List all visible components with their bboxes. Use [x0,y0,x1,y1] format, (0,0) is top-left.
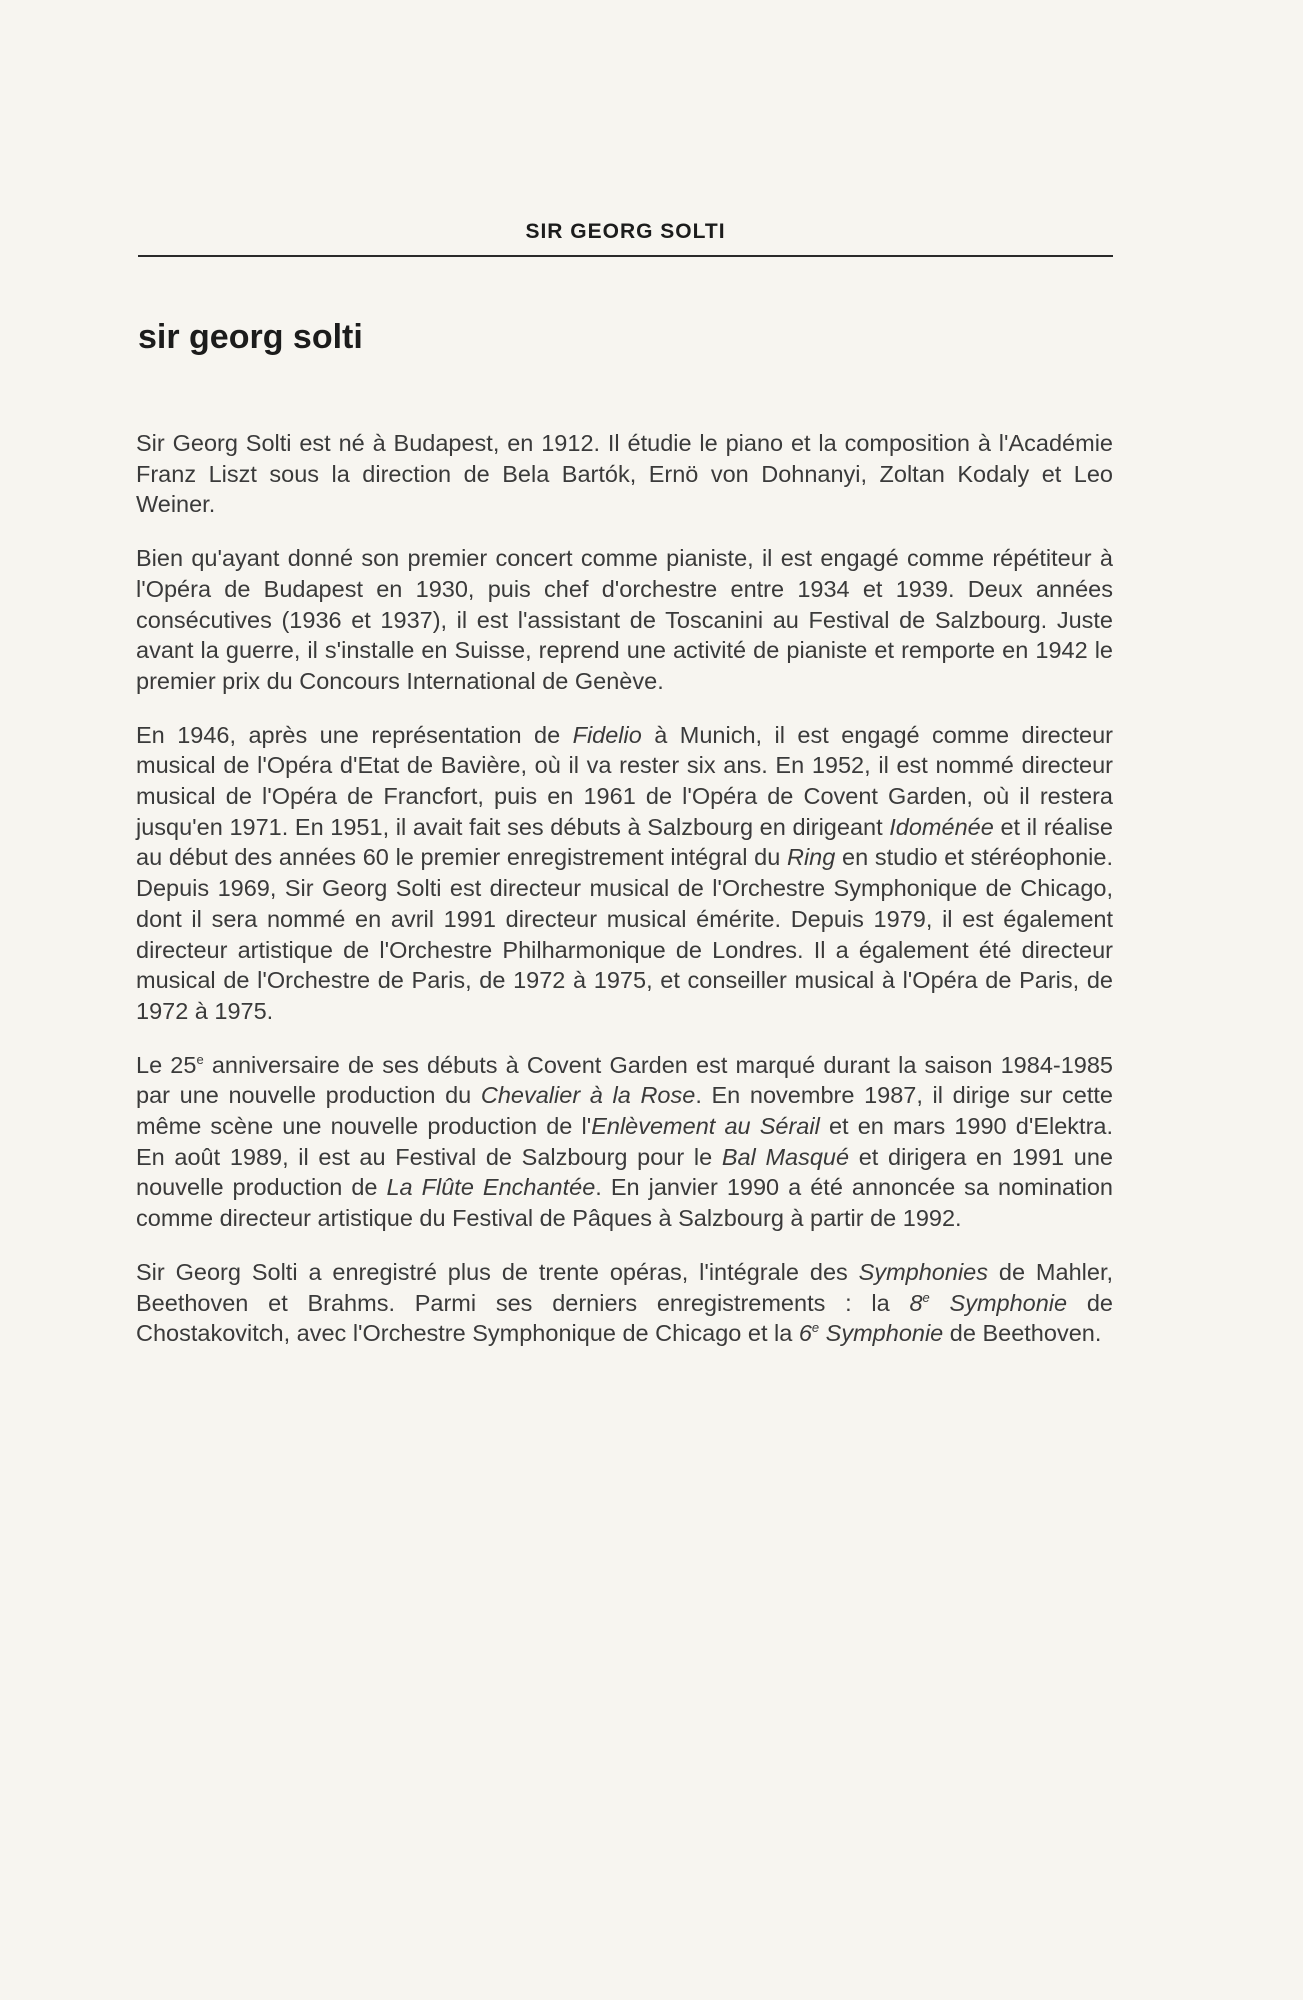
text-run: de Beethoven. [943,1320,1102,1347]
work-title-chevalier: Chevalier à la Rose [480,1082,696,1109]
symphony-word: Symphonie [819,1320,944,1347]
header-rule [138,255,1113,257]
text-run: en studio et stéréophonie. Depuis 1969, Sir Georg Solti est directeur musical de l'Orchestre Symphonique de Chicago, dont il sera nommé en avril 1991 directeur musical émérite. Depuis 1979, il est également directeur artistique de l'Orchestre Philharmonique de Londres. Il a également été directeur musical de l'Orchestre de Paris, de 1972 à 1975, et conseiller musical à l'Opéra de Paris, de 1972 à 1975. [136,844,1113,1024]
paragraph-directorships [136,720,1113,1027]
text-run: En 1946, après une représentation de [136,721,573,748]
work-title-symphonies: Symphonies [858,1258,988,1285]
paragraph-birth: Sir Georg Solti est né à Budapest, en 1912. Il étudie le piano et la composition à l'Académie Franz Liszt sous la direction de Bela Bartók, Ernö von Dohnanyi, Zoltan Kodaly et Leo Weiner. [136,430,1113,518]
work-title-6th-symphony [799,1320,943,1346]
work-title-ring: Ring [786,844,836,871]
ordinal-number: 8 [909,1289,923,1316]
work-title-fidelio: Fidelio [572,721,642,748]
text-run: et en mars 1990 d'Elektra. En août 1989, il est au Festival de Salzbourg pour le [136,1113,1113,1170]
running-header: SIR GEORG SOLTI [525,220,726,243]
text-run: de Chostakovitch, avec l'Orchestre Symphonique de Chicago et la [136,1289,1113,1347]
text-run: et il réalise au début des années 60 le premier enregistrement intégral du [136,813,1113,871]
ordinal-superscript: e [922,1289,930,1305]
text-run: de Mahler, Beethoven et Brahms. Parmi ses derniers enregistrements : la [136,1258,1113,1316]
text-run: anniversaire de ses débuts à Covent Garden est marqué durant la saison 1984-1985 par une nouvelle production du [136,1051,1113,1109]
work-title-bal-masque: Bal Masqué [721,1143,850,1170]
work-title-enlevement: Enlèvement au Sérail [591,1113,820,1140]
paragraph-anniversary [136,1050,1113,1234]
body-text [136,428,1113,1372]
section-title: sir georg solti [138,318,363,356]
symphony-word: Symphonie [929,1289,1068,1316]
text-run: et dirigera en 1991 une nouvelle production de [136,1143,1113,1201]
text-run: Le 25 [136,1051,197,1078]
paragraph-early-career: Bien qu'ayant donné son premier concert comme pianiste, il est engagé comme répétiteur à l'Opéra de Budapest en 1930, puis chef d'orchestre entre 1934 et 1939. Deux années consécutives (1936 et 1937), il est l'assistant de Toscanini au Festival de Salzbourg. Juste avant la guerre, il s'installe en Suisse, reprend une activité de pianiste et remporte en 1942 le premier prix du Concours International de Genève. [136,545,1113,694]
text-run: à Munich, il est engagé comme directeur musical de l'Opéra d'Etat de Bavière, où il va rester six ans. En 1952, il est nommé directeur musical de l'Opéra de Francfort, puis en 1961 de l'Opéra de Covent Garden, où il restera jusqu'en 1971. En 1951, il avait fait ses débuts à Salzbourg en dirigeant [136,721,1113,840]
ordinal-number: 6 [798,1320,812,1347]
text-run: Sir Georg Solti a enregistré plus de trente opéras, l'intégrale des [136,1258,859,1285]
ordinal-superscript: e [196,1051,204,1067]
text-run: . En novembre 1987, il dirige sur cette même scène une nouvelle production de l' [136,1082,1113,1140]
text-run: . En janvier 1990 a été annoncée sa nomination comme directeur artistique du Festival de Pâques à Salzbourg à partir de 1992. [136,1174,1113,1232]
work-title-flute: La Flûte Enchantée [386,1174,596,1201]
work-title-8th-symphony [909,1290,1067,1316]
paragraph-recordings [136,1257,1113,1349]
work-title-idomenee: Idoménée [889,813,994,840]
ordinal-superscript: e [811,1320,820,1336]
